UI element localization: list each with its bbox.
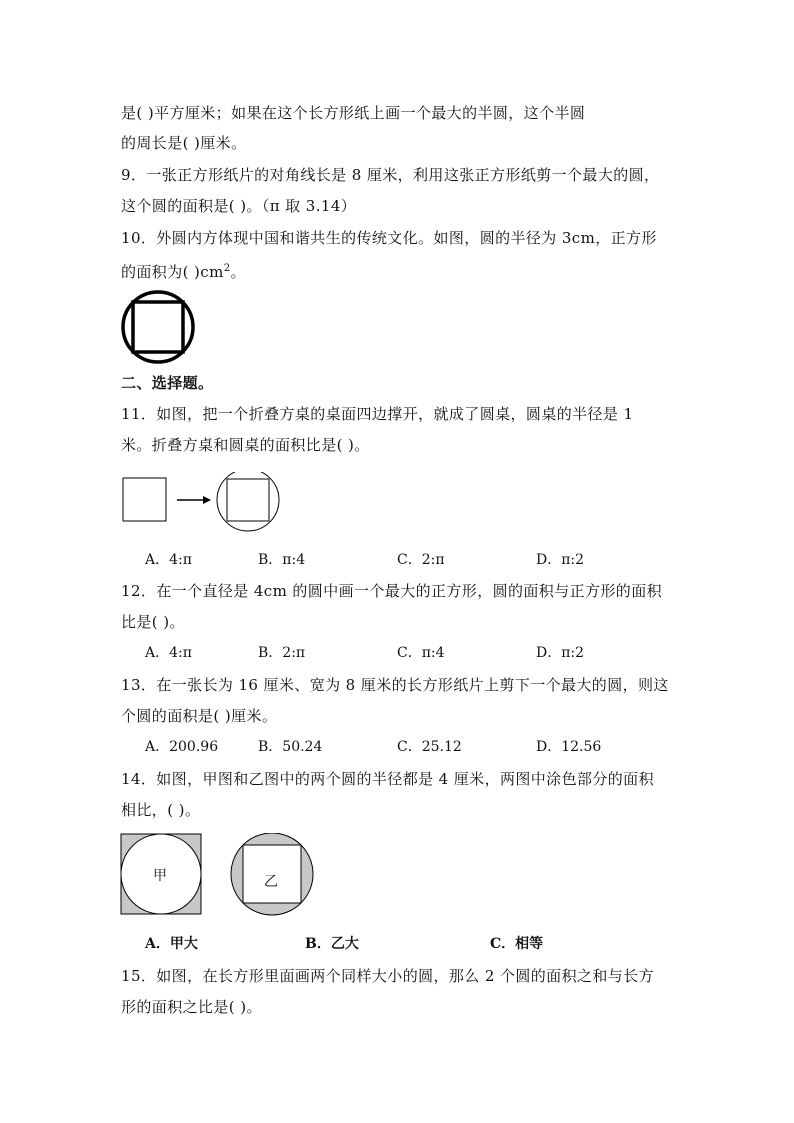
q14-option-b[interactable]: B．乙大 (305, 936, 359, 952)
question-12-line1: 12．在一个直径是 4cm 的圆中画一个最大的正方形，圆的面积与正方形的面积 (121, 582, 662, 600)
q13-option-a[interactable]: A．200.96 (145, 739, 219, 755)
question-11-line2: 米。折叠方桌和圆桌的面积比是( )。 (121, 436, 370, 454)
question-9-line2: 这个圆的面积是( )。（π 取 3.14） (121, 197, 357, 215)
q10-superscript: 2 (223, 263, 231, 274)
q14-label-jia: 甲 (153, 868, 167, 884)
text-line: 的周长是( )厘米。 (121, 134, 247, 152)
question-10-line1: 10．外圆内方体现中国和谐共生的传统文化。如图，圆的半径为 3cm，正方形 (121, 229, 657, 247)
q12-option-b[interactable]: B．2:π (258, 645, 306, 661)
q14-figure-jia (120, 833, 202, 915)
q12-option-d[interactable]: D．π:2 (536, 645, 585, 661)
q10-text: 的面积为( )cm (121, 263, 224, 281)
section-heading: 二、选择题。 (121, 374, 214, 392)
question-9-line1: 9．一张正方形纸片的对角线长是 8 厘米，利用这张正方形纸剪一个最大的圆， (121, 166, 660, 184)
question-15-line1: 15．如图，在长方形里面画两个同样大小的圆，那么 2 个圆的面积之和与长方 (121, 967, 654, 985)
q11-option-d[interactable]: D．π:2 (536, 552, 585, 568)
question-15-line2: 形的面积之比是( )。 (121, 998, 262, 1016)
q11-option-c[interactable]: C．2:π (397, 552, 445, 568)
q14-option-a[interactable]: A．甲大 (145, 936, 198, 952)
q11-figure (121, 472, 281, 534)
question-14-line1: 14．如图，甲图和乙图中的两个圆的半径都是 4 厘米，两图中涂色部分的面积 (121, 770, 654, 788)
q12-option-c[interactable]: C．π:4 (397, 645, 445, 661)
question-13-line1: 13．在一张长为 16 厘米、宽为 8 厘米的长方形纸片上剪下一个最大的圆，则这 (121, 676, 669, 694)
question-12-line2: 比是( )。 (121, 613, 185, 631)
q12-option-a[interactable]: A．4:π (145, 645, 192, 661)
q13-option-d[interactable]: D．12.56 (536, 739, 602, 755)
q14-option-c[interactable]: C．相等 (490, 936, 544, 952)
text-line: 是( )平方厘米；如果在这个长方形纸上画一个最大的半圆，这个半圆 (121, 104, 586, 122)
q11-option-a[interactable]: A．4:π (145, 552, 192, 568)
q14-label-yi: 乙 (264, 874, 278, 890)
question-14-line2: 相比，( )。 (121, 801, 201, 819)
q13-option-b[interactable]: B．50.24 (258, 739, 323, 755)
q10-figure (119, 288, 197, 366)
q14-figure-yi (230, 833, 314, 917)
q10-text-end: 。 (230, 263, 246, 281)
question-10-line2 (121, 259, 246, 282)
question-11-line1: 11．如图，把一个折叠方桌的桌面四边撑开，就成了圆桌，圆桌的半径是 1 (121, 405, 634, 423)
q11-option-b[interactable]: B．π:4 (258, 552, 306, 568)
q13-option-c[interactable]: C．25.12 (397, 739, 462, 755)
question-13-line2: 个圆的面积是( )厘米。 (121, 707, 278, 725)
